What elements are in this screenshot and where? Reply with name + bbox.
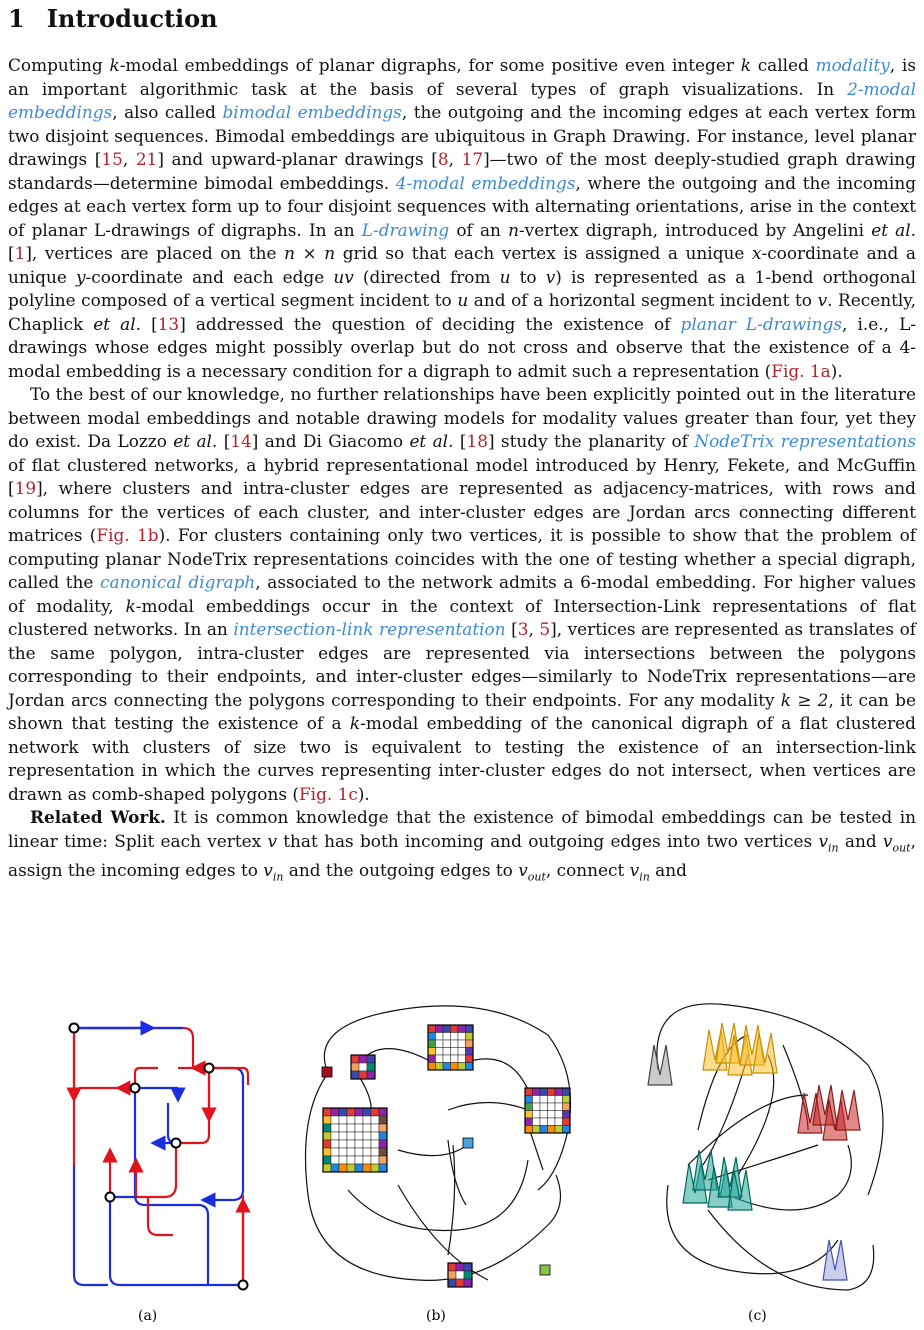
matrix-cell — [525, 1111, 533, 1119]
vertex — [205, 1064, 214, 1073]
singleton-node — [463, 1138, 473, 1148]
matrix-cell — [436, 1063, 444, 1071]
matrix-cell — [456, 1263, 464, 1271]
text-run: [ — [8, 243, 15, 263]
term-link[interactable]: canonical digraph — [100, 572, 256, 592]
matrix-cell — [379, 1132, 387, 1140]
text-run: and of a horizontal segment incident to — [468, 290, 818, 310]
math-text: $v_{in}$ — [818, 830, 839, 854]
matrix-cell — [367, 1063, 375, 1071]
matrix-cell — [323, 1116, 331, 1124]
matrix-cell — [371, 1132, 379, 1140]
matrix-cell — [339, 1108, 347, 1116]
matrix-cell — [540, 1126, 548, 1134]
matrix-cell — [540, 1103, 548, 1111]
matrix-cell — [359, 1055, 367, 1063]
matrix-cell — [458, 1033, 466, 1041]
matrix-cell — [371, 1124, 379, 1132]
matrix-cell — [533, 1126, 541, 1134]
text-run: grid so that each vertex is assigned a unique — [335, 243, 752, 263]
vertex — [239, 1281, 248, 1290]
matrix-cell — [323, 1140, 331, 1148]
matrix-cell — [563, 1103, 571, 1111]
matrix-cell — [359, 1071, 367, 1079]
comb-polygon — [648, 1045, 672, 1085]
text-run: , — [528, 619, 540, 639]
matrix-cell — [451, 1055, 459, 1063]
math-text: $v_{out}$ — [518, 860, 546, 884]
vertex — [106, 1193, 115, 1202]
text-run: , it can be shown that testing the existence of a — [8, 689, 916, 733]
matrix-cell — [379, 1148, 387, 1156]
term-link[interactable]: 2-modal embeddings — [8, 78, 916, 122]
text-run: -modal embeddings occur in the context of Intersection-Link representations of flat clustered networks. In an — [8, 595, 916, 639]
matrix-cell — [451, 1040, 459, 1048]
matrix-cell — [533, 1118, 541, 1126]
figure-1a-l-drawing — [38, 895, 288, 1324]
text-run: , the outgoing and the incoming edges at each vertex form two disjoint sequences. Bimodal embeddings are ubiquitous in Graph Drawing. For instance, level planar drawings [ — [8, 102, 916, 169]
matrix-cell — [339, 1164, 347, 1172]
matrix-cell — [458, 1063, 466, 1071]
matrix-cell — [436, 1033, 444, 1041]
math-text: x — [751, 243, 762, 263]
matrix-cell — [525, 1096, 533, 1104]
matrix-cell — [466, 1063, 474, 1071]
term-link[interactable]: 4-modal embeddings — [395, 172, 576, 193]
matrix-cell — [548, 1088, 556, 1096]
matrix-cell — [533, 1103, 541, 1111]
matrix-cell — [466, 1033, 474, 1041]
text-run: Computing — [8, 55, 110, 75]
math-text: k ≥ 2 — [780, 689, 829, 710]
matrix-cell — [451, 1033, 459, 1041]
matrix-cell — [355, 1164, 363, 1172]
text-run: [ — [505, 619, 518, 639]
matrix-cell — [355, 1148, 363, 1156]
text-run: ], vertices are represented as translates of the same polygon, intra-cluster edges are represented via intersections between the polygons corresponding to their endpoints, and inter-cluster edges—similarly to NodeTrix representations—are Jordan arcs connecting the polygons corresponding to their endpoints. For any modality — [8, 619, 916, 710]
citation-link[interactable]: 5 — [539, 619, 551, 639]
math-text: et al. — [93, 313, 141, 334]
text-run: ). — [357, 783, 370, 804]
matrix-cell — [371, 1148, 379, 1156]
matrix-cell — [443, 1033, 451, 1041]
matrix-cell — [339, 1140, 347, 1148]
matrix-cell — [448, 1271, 456, 1279]
matrix-cell — [331, 1156, 339, 1164]
matrix-cell — [458, 1025, 466, 1033]
citation-link[interactable]: Fig. 1b — [96, 525, 159, 545]
matrix-cell — [323, 1108, 331, 1116]
matrix-cell — [540, 1111, 548, 1119]
matrix-cell — [339, 1156, 347, 1164]
vertex — [172, 1139, 181, 1148]
matrix-cell — [379, 1140, 387, 1148]
matrix-cell — [540, 1118, 548, 1126]
text-run: [ — [217, 431, 231, 451]
text-run: . Recently, Chaplick — [8, 290, 916, 334]
text-run: of an — [449, 219, 509, 240]
matrix-cell — [533, 1088, 541, 1096]
matrix-cell — [367, 1071, 375, 1079]
citation-link[interactable]: 21 — [135, 149, 158, 169]
text-run: -coordinate and each edge — [85, 266, 334, 287]
text-run: , assign the incoming edges to — [8, 830, 916, 881]
matrix-cell — [525, 1126, 533, 1134]
matrix-cell — [436, 1025, 444, 1033]
matrix-cell — [347, 1108, 355, 1116]
matrix-cell — [363, 1140, 371, 1148]
text-run: ] study the planarity of — [487, 431, 695, 451]
text-run: and the outgoing edges to — [283, 860, 519, 881]
matrix-cell — [555, 1088, 563, 1096]
math-text: k — [109, 55, 120, 75]
matrix-cell — [367, 1055, 375, 1063]
matrix-cell — [323, 1124, 331, 1132]
text-run: , is an important algorithmic task at the basis of several types of graph visualizations. In — [8, 55, 916, 99]
text-run: To the best of our knowledge, no further relationships have been explicitly pointed out in the literature between modal embeddings and notable drawing models for modality values greater than four, yet they do exist. Da Lozzo — [8, 384, 916, 451]
citation-link[interactable]: 19 — [14, 478, 37, 498]
text-run: and — [649, 860, 687, 881]
matrix-cell — [458, 1055, 466, 1063]
matrix-cell — [355, 1132, 363, 1140]
matrix-cell — [371, 1140, 379, 1148]
matrix-cell — [451, 1063, 459, 1071]
singleton-node — [322, 1067, 332, 1077]
math-text: v — [267, 830, 277, 851]
matrix-cell — [363, 1124, 371, 1132]
matrix-cell — [363, 1132, 371, 1140]
text-run: of flat clustered networks, a hybrid representational model introduced by Henry, Fekete, and McGuffin [ — [8, 454, 916, 498]
matrix-cell — [363, 1116, 371, 1124]
matrix-cell — [464, 1279, 472, 1287]
term-link[interactable]: planar L-drawings — [680, 313, 843, 334]
matrix-cell — [347, 1148, 355, 1156]
text-run: called — [750, 55, 816, 75]
text-run: , — [448, 149, 462, 169]
figure-1b-nodetrix — [288, 895, 588, 1325]
matrix-cell — [548, 1111, 556, 1119]
text-run: , connect — [545, 860, 630, 881]
matrix-cell — [347, 1132, 355, 1140]
matrix-cell — [331, 1108, 339, 1116]
paragraph-1 — [8, 54, 916, 383]
matrix-cell — [323, 1148, 331, 1156]
matrix-cell — [548, 1118, 556, 1126]
matrix-cell — [458, 1040, 466, 1048]
matrix-cell — [355, 1140, 363, 1148]
matrix-cell — [555, 1103, 563, 1111]
math-text: n × n — [284, 243, 336, 263]
comb-polygon — [823, 1240, 847, 1280]
citation-link[interactable]: 1 — [14, 243, 26, 263]
text-run: , i.e., L-drawings whose edges might possibly overlap but do not cross and observe that the existence of a 4-modal embedding is a necessary condition for a digraph to admit such a representation ( — [8, 313, 916, 381]
text-run: ). — [830, 360, 843, 381]
matrix-cell — [379, 1124, 387, 1132]
matrix-cell — [331, 1148, 339, 1156]
citation-link[interactable]: 17 — [461, 149, 484, 169]
term-link[interactable]: intersection-link representation — [233, 619, 506, 639]
paragraph-related-work — [8, 806, 916, 889]
matrix-cell — [456, 1271, 464, 1279]
matrix-cell — [466, 1025, 474, 1033]
matrix-cell — [548, 1126, 556, 1134]
matrix-cell — [428, 1055, 436, 1063]
text-run: -modal embedding of the canonical digraph of a flat clustered network with clusters of size two is equivalent to testing the existence of an intersection-link representation in which the curves representing inter-cluster edges do not intersect, when vertices are drawn as comb-shaped polygons ( — [8, 713, 916, 804]
matrix-cell — [464, 1271, 472, 1279]
math-text: v — [817, 290, 828, 310]
citation-link[interactable]: 8 — [437, 149, 449, 169]
matrix-cell — [379, 1164, 387, 1172]
citation-link[interactable]: Fig. 1a — [771, 360, 831, 381]
matrix-cell — [436, 1048, 444, 1056]
matrix-cell — [548, 1096, 556, 1104]
matrix-cell — [466, 1048, 474, 1056]
comb-polygon — [836, 1090, 860, 1130]
matrix-cell — [458, 1048, 466, 1056]
math-text: et al. — [173, 431, 218, 451]
text-run: , also called — [112, 102, 223, 122]
text-run: ] and upward-planar drawings [ — [157, 149, 438, 169]
matrix-cell — [525, 1103, 533, 1111]
text-run: -coordinate and a unique — [8, 243, 916, 287]
matrix-cell — [331, 1124, 339, 1132]
matrix-cell — [363, 1108, 371, 1116]
matrix-cell — [323, 1156, 331, 1164]
matrix-cell — [363, 1156, 371, 1164]
matrix-cell — [525, 1118, 533, 1126]
matrix-cell — [443, 1055, 451, 1063]
citation-link[interactable]: 14 — [230, 431, 252, 451]
matrix-cell — [331, 1140, 339, 1148]
citation-link[interactable]: 15 — [101, 149, 123, 169]
matrix-cell — [371, 1116, 379, 1124]
matrix-cell — [548, 1103, 556, 1111]
matrix-cell — [563, 1126, 571, 1134]
matrix-cell — [347, 1116, 355, 1124]
matrix-cell — [351, 1055, 359, 1063]
matrix-cell — [555, 1111, 563, 1119]
text-run: ]—two of the most deeply-studied graph drawing standards—determine bimodal embeddings. — [8, 149, 916, 193]
math-text: et al. — [871, 219, 916, 240]
text-run: ], vertices are placed on the — [25, 243, 285, 263]
math-text: $v_{in}$ — [629, 860, 650, 884]
math-text: u — [457, 290, 469, 310]
matrix-cell — [347, 1164, 355, 1172]
matrix-cell — [563, 1111, 571, 1119]
matrix-cell — [436, 1040, 444, 1048]
math-text: v — [545, 266, 556, 287]
matrix-cell — [555, 1126, 563, 1134]
singleton-node — [540, 1265, 550, 1275]
matrix-cell — [323, 1164, 331, 1172]
matrix-cell — [525, 1088, 533, 1096]
matrix-cell — [355, 1156, 363, 1164]
matrix-cell — [436, 1055, 444, 1063]
matrix-cell — [448, 1279, 456, 1287]
term-link[interactable]: NodeTrix representations — [694, 431, 917, 451]
citation-link[interactable]: Fig. 1c — [298, 783, 358, 804]
matrix-cell — [533, 1096, 541, 1104]
citation-link[interactable]: 18 — [466, 431, 488, 451]
matrix-cell — [428, 1033, 436, 1041]
matrix-cell — [563, 1118, 571, 1126]
term-link[interactable]: bimodal embeddings — [222, 102, 402, 122]
text-run: that has both incoming and outgoing edges into two vertices — [276, 830, 819, 851]
text-run: , — [122, 149, 136, 169]
caption-b: (b) — [426, 1308, 446, 1324]
matrix-cell — [428, 1048, 436, 1056]
section-title: Introduction — [46, 4, 218, 33]
matrix-cell — [456, 1279, 464, 1287]
caption-a: (a) — [138, 1308, 158, 1324]
text-run: (directed from — [353, 266, 500, 287]
matrix-cell — [443, 1063, 451, 1071]
matrix-cell — [466, 1055, 474, 1063]
math-text: $v_{in}$ — [263, 860, 284, 884]
matrix-cell — [563, 1088, 571, 1096]
body-text — [8, 54, 916, 889]
matrix-cell — [443, 1025, 451, 1033]
section-number: 1 — [8, 4, 25, 33]
matrix-cell — [371, 1156, 379, 1164]
matrix-cell — [451, 1048, 459, 1056]
matrix-cell — [355, 1124, 363, 1132]
section-heading — [8, 4, 218, 33]
math-text: k — [125, 595, 136, 616]
math-text: et al. — [409, 431, 454, 451]
citation-link[interactable]: 3 — [517, 619, 529, 639]
matrix-cell — [379, 1108, 387, 1116]
matrix-cell — [355, 1116, 363, 1124]
matrix-cell — [351, 1063, 359, 1071]
paragraph-2 — [8, 383, 916, 806]
text-run: ], where clusters and intra-cluster edges are represented as adjacency-matrices, with rows and columns for the vertices of each cluster, and inter-cluster edges are Jordan arcs connecting different matrices ( — [8, 478, 916, 545]
matrix-cell — [339, 1148, 347, 1156]
text-run: [ — [453, 431, 467, 451]
matrix-cell — [323, 1132, 331, 1140]
matrix-cell — [331, 1116, 339, 1124]
matrix-cell — [339, 1124, 347, 1132]
vertex — [70, 1024, 79, 1033]
matrix-cell — [540, 1096, 548, 1104]
math-text: $v_{out}$ — [882, 830, 911, 854]
math-text: n — [508, 219, 519, 240]
matrix-cell — [331, 1164, 339, 1172]
matrix-cell — [555, 1096, 563, 1104]
math-text: k — [740, 55, 751, 75]
text-run: -vertex digraph, introduced by Angelini — [518, 219, 872, 240]
matrix-cell — [443, 1048, 451, 1056]
figure-1 — [8, 895, 916, 1325]
matrix-cell — [339, 1132, 347, 1140]
text-run: , associated to the network admits a 6-modal embedding. For higher values of modality, — [8, 572, 916, 616]
math-text: uv — [333, 266, 354, 287]
matrix-cell — [359, 1063, 367, 1071]
related-work-heading: Related Work. — [30, 807, 166, 827]
matrix-cell — [464, 1263, 472, 1271]
matrix-cell — [428, 1040, 436, 1048]
matrix-cell — [363, 1148, 371, 1156]
math-text: k — [349, 713, 361, 733]
matrix-cell — [555, 1118, 563, 1126]
matrix-cell — [379, 1156, 387, 1164]
matrix-cell — [347, 1140, 355, 1148]
matrix-cell — [533, 1111, 541, 1119]
matrix-cell — [563, 1096, 571, 1104]
citation-link[interactable]: 13 — [157, 313, 180, 334]
matrix-cell — [331, 1132, 339, 1140]
matrix-cell — [379, 1116, 387, 1124]
term-link[interactable]: L-drawing — [361, 219, 450, 240]
matrix-cell — [339, 1116, 347, 1124]
matrix-cell — [451, 1025, 459, 1033]
text-run: to — [510, 266, 546, 287]
text-run: [ — [141, 313, 158, 334]
matrix-cell — [428, 1063, 436, 1071]
matrix-cell — [347, 1156, 355, 1164]
figure-1c-intersection-link — [608, 895, 908, 1325]
matrix-cell — [351, 1071, 359, 1079]
caption-c: (c) — [748, 1308, 767, 1324]
matrix-cell — [428, 1025, 436, 1033]
text-run: ] addressed the question of deciding the existence of — [179, 313, 681, 334]
matrix-cell — [466, 1040, 474, 1048]
matrix-cell — [371, 1108, 379, 1116]
matrix-cell — [355, 1108, 363, 1116]
vertex — [131, 1084, 140, 1093]
text-run: ) is represented as a 1-bend orthogonal polyline composed of a vertical segment incident to — [8, 266, 916, 310]
matrix-cell — [363, 1164, 371, 1172]
math-text: y — [75, 266, 86, 287]
math-text: u — [499, 266, 511, 287]
matrix-cell — [371, 1164, 379, 1172]
text-run: ). For clusters containing only two vertices, it is possible to show that the problem of computing planar NodeTrix representations coincides with the one of testing whether a special digraph, called the — [8, 525, 916, 592]
term-link[interactable]: modality — [815, 55, 890, 75]
text-run: ] and Di Giacomo — [251, 431, 410, 451]
matrix-cell — [443, 1040, 451, 1048]
text-run: and — [838, 830, 883, 851]
matrix-cell — [448, 1263, 456, 1271]
text-run: -modal embeddings of planar digraphs, for some positive even integer — [119, 55, 741, 75]
matrix-cell — [540, 1088, 548, 1096]
text-run: It is common knowledge that the existence of bimodal embeddings can be tested in linear time: Split each vertex — [8, 807, 916, 851]
matrix-cell — [347, 1124, 355, 1132]
text-run: , where the outgoing and the incoming edges at each vertex form up to four disjoint sequences with alternating orientations, arise in the context of planar L-drawings of digraphs. In an — [8, 172, 917, 240]
